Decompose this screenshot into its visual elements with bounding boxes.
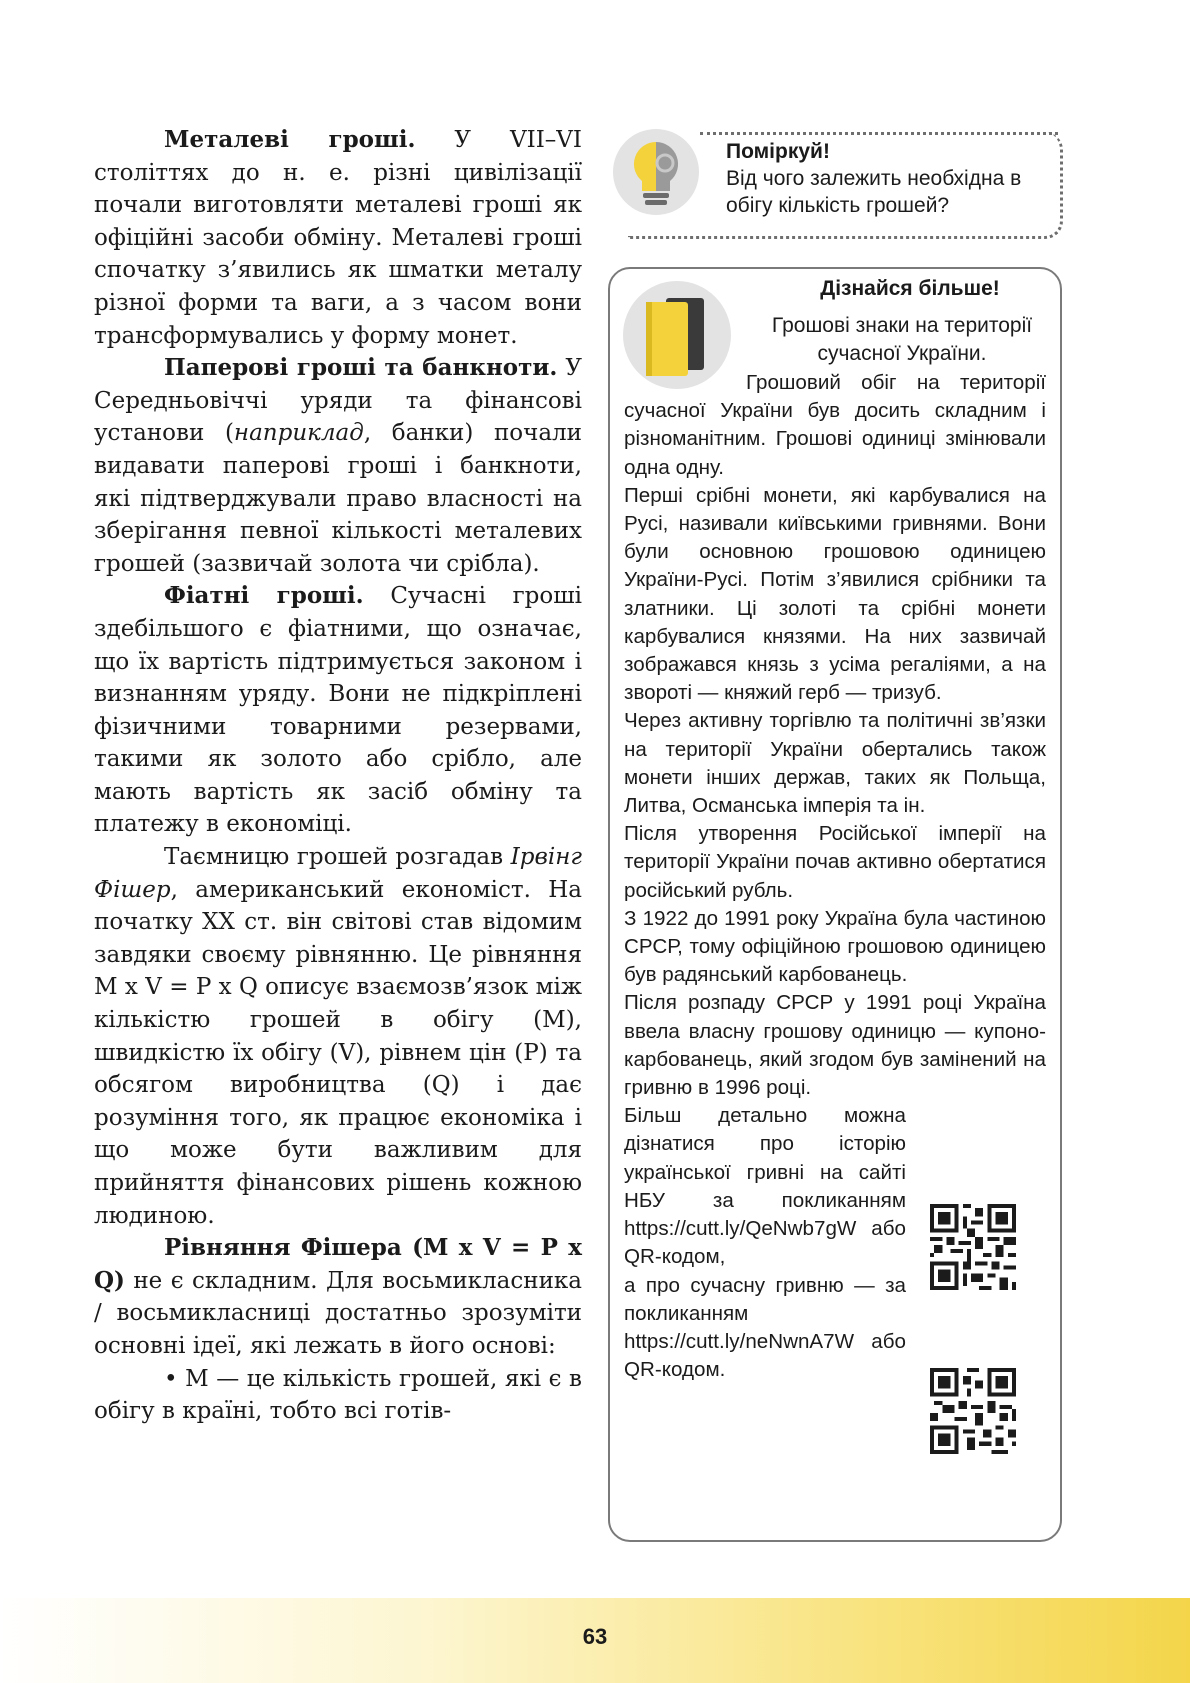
learn-paragraph: Після розпаду СРСР у 1991 році Україна ввела власну грошову одиницю — купоно-карбованець, який згодом був замінений на гривню в 1996 році. [624,991,1046,1100]
paragraph-bullet-m: • M — це кількість грошей, які є в обігу в країні, тобто всі готів- [94,1365,582,1425]
qr-code-icon[interactable] [930,1204,1016,1290]
paragraph-fisher: Таємницю грошей розгадав Ірвінг Фішер, американський економіст. На початку ХХ ст. він світові став відомим завдяки своєму рівнянню. Це рівняння M x V = P x Q описує взаємозв’язок між кількістю грошей в обігу (M), швидкістю їх обігу (V), рівнем цін (P) та обсягом виробництва (Q) і дає розуміння того, як працює економіка і що може бути важливим для прийняття фінансових рішень кожною людиною. [94,844,582,1229]
think-box-text [726,138,1056,219]
heading-fiat-money: Фіатні гроші. [164,582,364,610]
learn-paragraph: Перші срібні монети, які карбувалися на Русі, називали київськими гривнями. Вони були основною грошовою одиницею України-Русі. Потім з’явилися срібники та златники. Ці золоті та срібні монети карбувалися князями. На них зазвичай зображався князь з усіма регаліями, а на звороті — княжий герб — тризуб. [624,483,1046,705]
think-box-question: Від чого залежить необхідна в обігу кількість грошей? [726,167,1022,217]
heading-fisher-equation: Рівняння Фішера (M x V = P x Q) [94,1234,582,1294]
paragraph-metal-money: Металеві гроші. У VII–VI століттях до н. е. різні цивілізації почали виготовляти металеві гроші як офіційні засоби обміну. Металеві гроші спочатку з’явились як шматки металу різної форми та ваги, а з часом вони трансформувались у форму монет. [94,126,582,349]
paragraph-fiat-money: Фіатні гроші. Сучасні гроші здебільшого є фіатними, що означає, що їх вартість підтримується законом і визнанням уряду. Вони не підкріплені фізичними товарними резервами, такими як золото або срібло, але мають вартість як засіб обміну та платежу в економіці. [94,582,582,838]
learn-paragraph: Через активну торгівлю та політичні зв’язки на території України обертались також монети інших держав, таких як Польща, Литва, Османська імперія та ін. [624,709,1046,818]
lightbulb-icon [612,128,700,216]
page-number: 63 [582,1624,608,1649]
think-box-title: Поміркуй! [726,140,830,163]
main-text-column [94,124,582,1428]
learn-paragraph: З 1922 до 1991 року Україна була частиною СРСР, тому офіційною грошовою одиницею був радянський карбованець. [624,906,1046,987]
learn-paragraph-hryvnia-link: а про сучасну гривню — за покликанням https://cutt.ly/neNwnA7W або QR-кодом. [624,1273,906,1382]
learn-paragraph: Після утворення Російської імперії на території України почав активно обертатися російський рубль. [624,822,1046,902]
paragraph-paper-money: Паперові гроші та банкноти. У Середньовіччі уряди та фінансові установи (наприклад, банки) почали видавати паперові гроші і банкноти, які підтверджували право власності на зберігання певної кількості металевих грошей (зазвичай золота чи срібла). [94,354,582,577]
learn-paragraph: Грошовий обіг на території сучасної України був досить складним і різноманітним. Грошові одиниці змінювали одна одну. [624,371,1046,479]
heading-metal-money: Металеві гроші. [164,126,416,153]
learn-more-subtitle: Грошові знаки на території сучасної України. [771,314,1033,365]
learn-paragraph-nbu-link: Більш детально можна дізнатися про історію української гривні на сайті НБУ за покликанням https://cutt.ly/QeNwb7gW або QR-кодом, [624,1104,906,1269]
paragraph-fisher-equation: Рівняння Фішера (M x V = P x Q) не є складним. Для восьмикласника / восьмикласниці достатньо зрозуміти основні ідеї, які лежать в його основі: [94,1234,582,1359]
qr-code-icon[interactable] [930,1368,1016,1454]
heading-paper-money: Паперові гроші та банкноти. [164,354,558,382]
learn-more-title: Дізнайся більше! [820,277,1000,300]
think-box-border-top [700,132,1058,135]
